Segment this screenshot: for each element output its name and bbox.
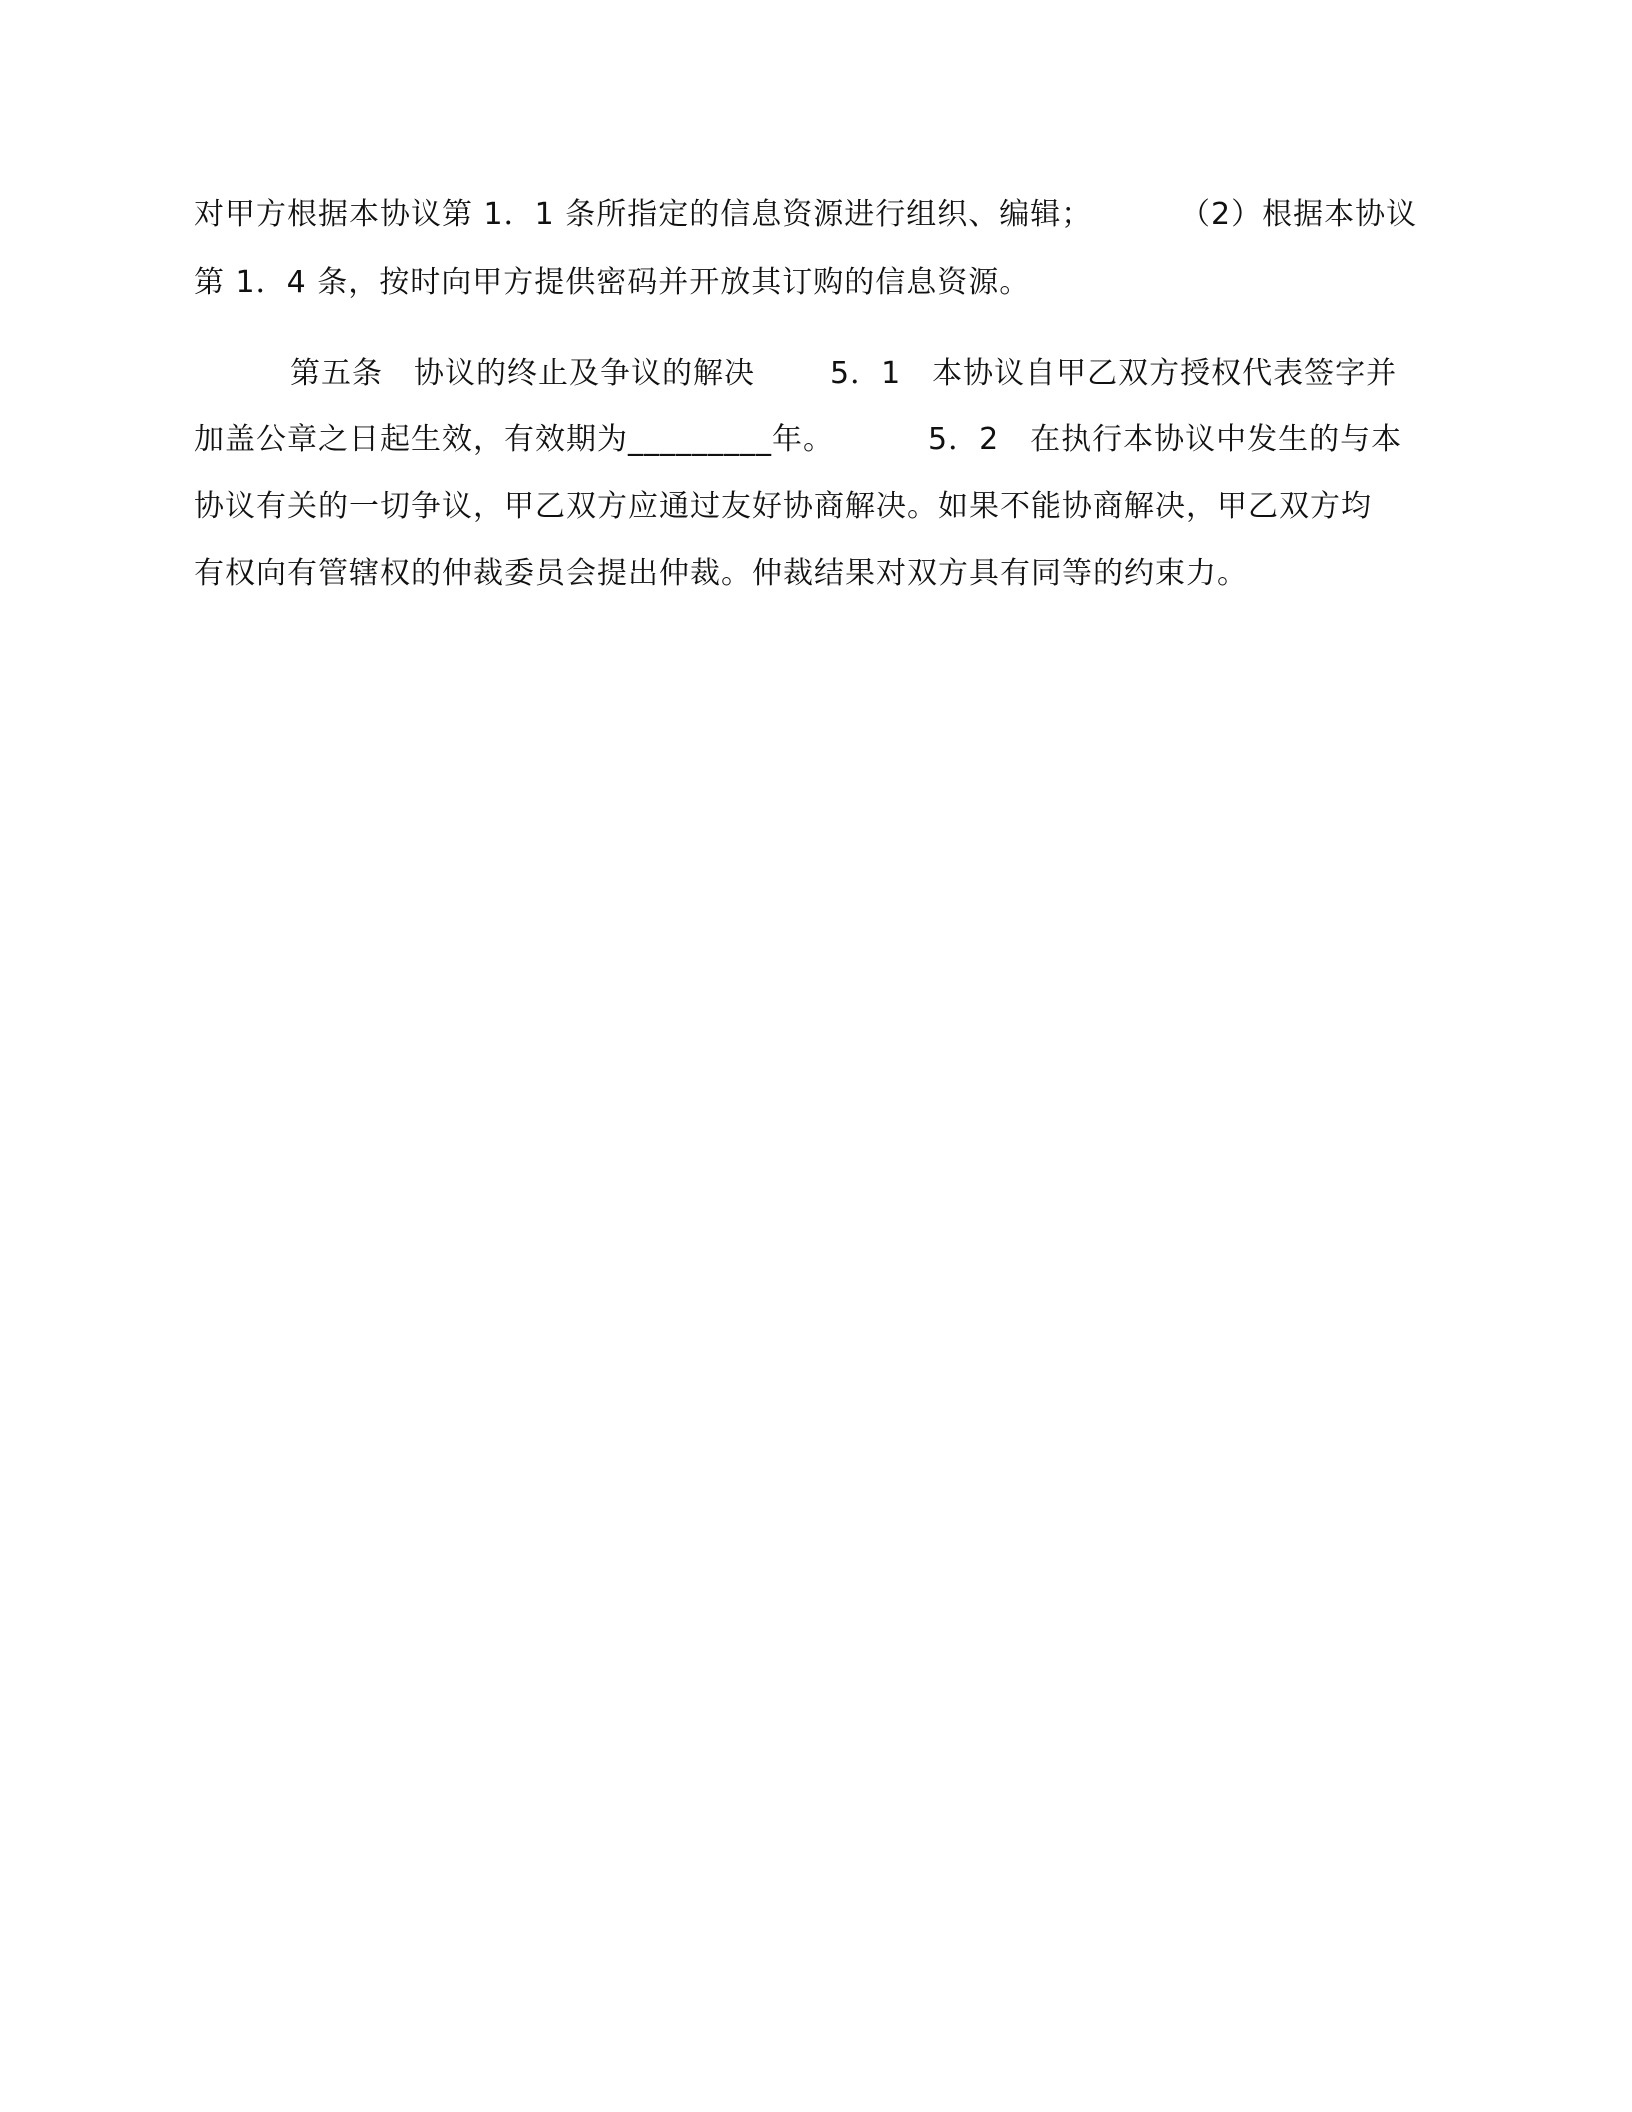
section-5-heading: 第五条 协议的终止及争议的解决 xyxy=(290,356,755,391)
paragraph-1-line-1-right: （2）根据本协议 xyxy=(1180,197,1418,232)
clause-5-2-line-3: 有权向有管辖权的仲裁委员会提出仲裁。仲裁结果对双方具有同等的约束力。 xyxy=(194,556,1248,591)
paragraph-1-line-2: 第 1．4 条，按时向甲方提供密码并开放其订购的信息资源。 xyxy=(194,265,1031,300)
clause-5-2-start: 5．2 在执行本协议中发生的与本 xyxy=(928,422,1403,457)
paragraph-1-line-1-left: 对甲方根据本协议第 1．1 条所指定的信息资源进行组织、编辑； xyxy=(194,197,1093,232)
clause-5-1-start: 5．1 本协议自甲乙双方授权代表签字并 xyxy=(830,356,1398,391)
clause-5-2-line-2: 协议有关的一切争议，甲乙双方应通过友好协商解决。如果不能协商解决，甲乙双方均 xyxy=(194,489,1372,524)
clause-5-1-end: 加盖公章之日起生效，有效期为_________年。 xyxy=(194,422,834,457)
